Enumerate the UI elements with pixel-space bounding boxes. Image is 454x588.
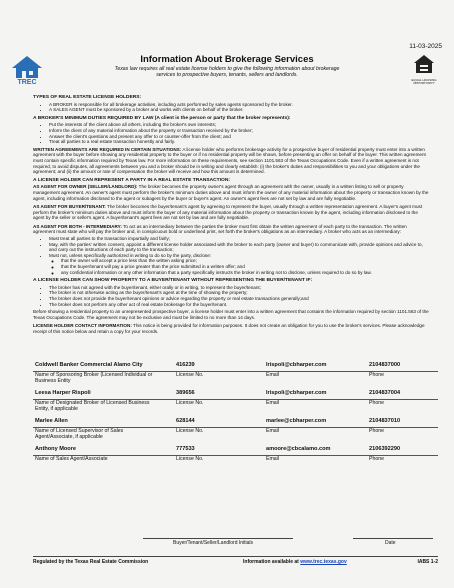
field-label: Phone [369,400,385,406]
buyer-heading: AS AGENT FOR BUYER/TENANT: [33,204,106,210]
list-item: • A SALES AGENT must be sponsored by a broker and works with clients on behalf of the broker. [49,107,429,113]
intermediary-sub-list [49,258,429,275]
designated-broker-email-field[interactable]: lrispoli@cbharper.com [266,390,327,396]
regulated-text: Regulated by the Texas Real Estate Commission [33,559,149,565]
subagent-list [33,285,429,307]
list-item: • May, with the parties' written consent, appoint a different license holder associated with the broker to each party (owner and buyer) to communicate with, provide opinions and advice to, and carry out the instructions of each party to the transaction; [49,242,429,253]
owner-paragraph [33,184,429,201]
owner-heading: AS AGENT FOR OWNER (SELLER/LANDLORD): [33,184,138,190]
date-label: Date [385,540,396,546]
list-item: • The broker has not agreed with the buyer/tenant, either orally or in writing, to represent the buyer/tenant; [49,285,429,291]
sales-agent-phone-field[interactable]: 2106392290 [369,446,401,452]
list-item: • The broker does not provide the buyer/tenant opinions or advice regarding the property or real estate transactions generally;and [49,296,429,302]
field-label: Email [266,428,279,434]
page-title: Information About Brokerage Services [140,54,314,65]
field-label: Name of Sales Agent/Associate [35,456,108,462]
table-label-row [33,456,438,465]
broker-license-field[interactable]: 416239 [176,362,195,368]
field-label: License No. [176,400,204,406]
sub-list-item: ◦ that the buyer/tenant will pay a price greater than the price submitted in a written offer; and [61,264,429,270]
contact-table [33,360,438,465]
initials-label: Buyer/Tenant/Seller/Landlord Initials [173,540,254,546]
field-label: Phone [369,456,385,462]
broker-phone-field[interactable]: 2104837000 [369,362,401,368]
field-label: Name of Designated Broker of Licensed Business Entity, if applicable [35,400,150,412]
list-item: • Answer the client's questions and present any offer to or counter-offer from the client; and [49,134,429,140]
field-label: Email [266,372,279,378]
table-label-row [33,428,438,444]
sub-list-item: ◦ that the owner will accept a price less than the written asking price; [61,258,429,264]
subagent-text: Before showing a residential property to an unrepresented prospective buyer, a license holder must enter into a written agreement that contains the information required by section 1101.563 of the Texas Occupations Code. The agreement may not be exclusive and must be limited to no more than 14 days. [33,309,429,320]
equal-housing-text: EQUAL HOUSING OPPORTUNITY [411,78,437,86]
table-label-row [33,400,438,416]
equal-housing-logo [410,54,438,88]
list-item: • Must treat all parties to the transaction impartially and fairly; [49,236,429,242]
form-id: IABS 1-2 [417,559,438,565]
date-line[interactable] [353,538,433,539]
supervisor-phone-field[interactable]: 2104837010 [369,418,401,424]
list-item [49,253,429,275]
buyer-text: The broker becomes the buyer/tenant's agent by agreeing to represent the buyer, usually through a written representation agreement. A buyer's agent must perform the broker's minimum duties above and must inform the buyer of any material information about the property or transaction known by the agent, including information disclosed to the agent by the seller or seller's agent. A buyer/tenant's agent fees are not set by law and are fully negotiable. [33,204,423,221]
info-prefix: Information available at [243,559,299,565]
table-row [33,388,438,400]
field-label: Email [266,400,279,406]
trec-logo-text: TREC [17,79,37,86]
info-text [243,559,347,565]
subagent-heading: A LICENSE HOLDER CAN SHOW PROPERTY TO A BUYER/TENANT WITHOUT REPRESENTING THE BUYER/TENANT IF: [33,278,313,284]
supervisor-license-field[interactable]: 628144 [176,418,195,424]
field-label: Phone [369,372,385,378]
broker-email-field[interactable]: lrispoli@cbharper.com [266,362,327,368]
duties-heading: A BROKER'S MINIMUM DUTIES REQUIRED BY LAW (A client is the person or party that the broker represents): [33,115,291,121]
list-item: • Treat all parties to a real estate transaction honestly and fairly. [49,139,429,145]
table-row [33,444,438,456]
designated-broker-phone-field[interactable]: 2104837004 [369,390,401,396]
field-label: License No. [176,428,204,434]
initials-line[interactable] [143,538,293,539]
owner-text: The broker becomes the property owner's agent through an agreement with the owner, usually in a written listing to sell or property management agreement. An owner's agent must perform the broker's minimum duties above and must inform the owner of any material information about the property or transaction known by the agent, including information disclosed to the agent or subagent by the buyer or buyer's agent. An owner's agent fees are not set by law and are fully negotiable. [33,184,429,201]
sales-agent-email-field[interactable]: amoore@cbcalamo.com [266,446,331,452]
designated-broker-name-field[interactable]: Leesa Harper Rispoli [35,390,91,396]
list-item: • Put the interests of the client above all others, including the broker's own interests; [49,122,429,128]
field-label: Phone [369,428,385,434]
table-label-row [33,372,438,388]
list-item: • A BROKER is responsible for all brokerage activities, including acts performed by sales agents sponsored by the broker. [49,102,429,108]
intermediary-paragraph [33,224,429,235]
trec-website-link[interactable]: www.trec.texas.gov [300,559,347,565]
contact-text: This notice is being provided for information purposes. It does not create an obligation for you to use the broker's services. Please acknowledge receipt of this notice below and retain a copy for your records. [33,323,425,334]
designated-broker-license-field[interactable]: 389656 [176,390,195,396]
written-text: A license holder who performs brokerage activity for a prospective buyer of residential property must enter into a written agreement with the buyer before showing any residential property to the buyer or if no residential property will be shown, before presenting an offer on behalf of the buyer. This written agreement must contain specific information required by Texas law. For more information on these requirements, see section 1101.563 of the Texas Occupations Code. Even if a written agreement is not required, to avoid disputes, all agreements between you and a broker should be in writing and clearly establish: (i) the broker's duties and responsibilities to you and your obligations under the agreement; and (ii) the amount or rate of compensation the broker will receive and how this amount is determined. [33,146,426,175]
written-heading: WRITTEN AGREEMENTS ARE REQUIRED IN CERTAIN SITUATIONS: [33,146,182,152]
contact-heading: LICENSE HOLDER CONTACT INFORMATION: [33,323,132,329]
field-label: License No. [176,456,204,462]
broker-name-field[interactable]: Coldwell Banker Commercial Alamo City [35,362,143,368]
intermediary-list [33,236,429,275]
form-date: 11-03-2025 [409,43,442,50]
supervisor-email-field[interactable]: marlee@cbharper.com [266,418,327,424]
types-heading: TYPES OF REAL ESTATE LICENSE HOLDERS: [33,95,142,100]
list-item: • Inform the client of any material information about the property or transaction received by the broker; [49,128,429,134]
field-label: Name of Licensed Supervisor of Sales Agent/Associate, if applicable [35,428,124,440]
buyer-paragraph [33,204,429,221]
list-item: • The broker is not otherwise acting as the buyer/tenant's agent at the time of showing the property; [49,290,429,296]
represent-heading: A LICENSE HOLDER CAN REPRESENT A PARTY IN A REAL ESTATE TRANSACTION: [33,177,230,183]
both-heading: AS AGENT FOR BOTH - INTERMEDIARY: [33,223,122,229]
document-body [33,92,429,338]
field-label: License No. [176,372,204,378]
list-item-text: Must not, unless specifically authorized in writing to do so by the party, disclose: [49,252,212,258]
both-text: To act as an intermediary between the parties the broker must first obtain the written agreement of each party to the transaction. The written agreement must state who will pay the broker and, in conspicuous bold or underlined print, set forth the broker's obligations as an intermediary. A broker who acts as an intermediary: [33,223,407,235]
table-row [33,416,438,428]
types-list [33,102,429,113]
contact-paragraph [33,323,429,334]
written-agreements-paragraph [33,147,429,175]
duties-list [33,122,429,144]
list-item: • The broker does not perform any other act of real estate brokerage for the buyer/tenant. [49,302,429,308]
sub-list-item: ◦ any confidential information or any other information that a party specifically instructs the broker in writing not to disclose, unless required to do so by law. [61,270,429,276]
field-label: Name of Sponsoring Broker (Licensed Individual or Business Entity [35,372,153,384]
page-subtitle: Texas law requires all real estate license holders to give the following information about brokerage services to prospective buyers, tenants, sellers and landlords. [114,66,340,79]
field-label: Email [266,456,279,462]
supervisor-name-field[interactable]: Marlee Allen [35,418,68,424]
page-footer [33,556,438,565]
sales-agent-license-field[interactable]: 777533 [176,446,195,452]
sales-agent-name-field[interactable]: Anthony Moore [35,446,77,452]
table-row [33,360,438,372]
